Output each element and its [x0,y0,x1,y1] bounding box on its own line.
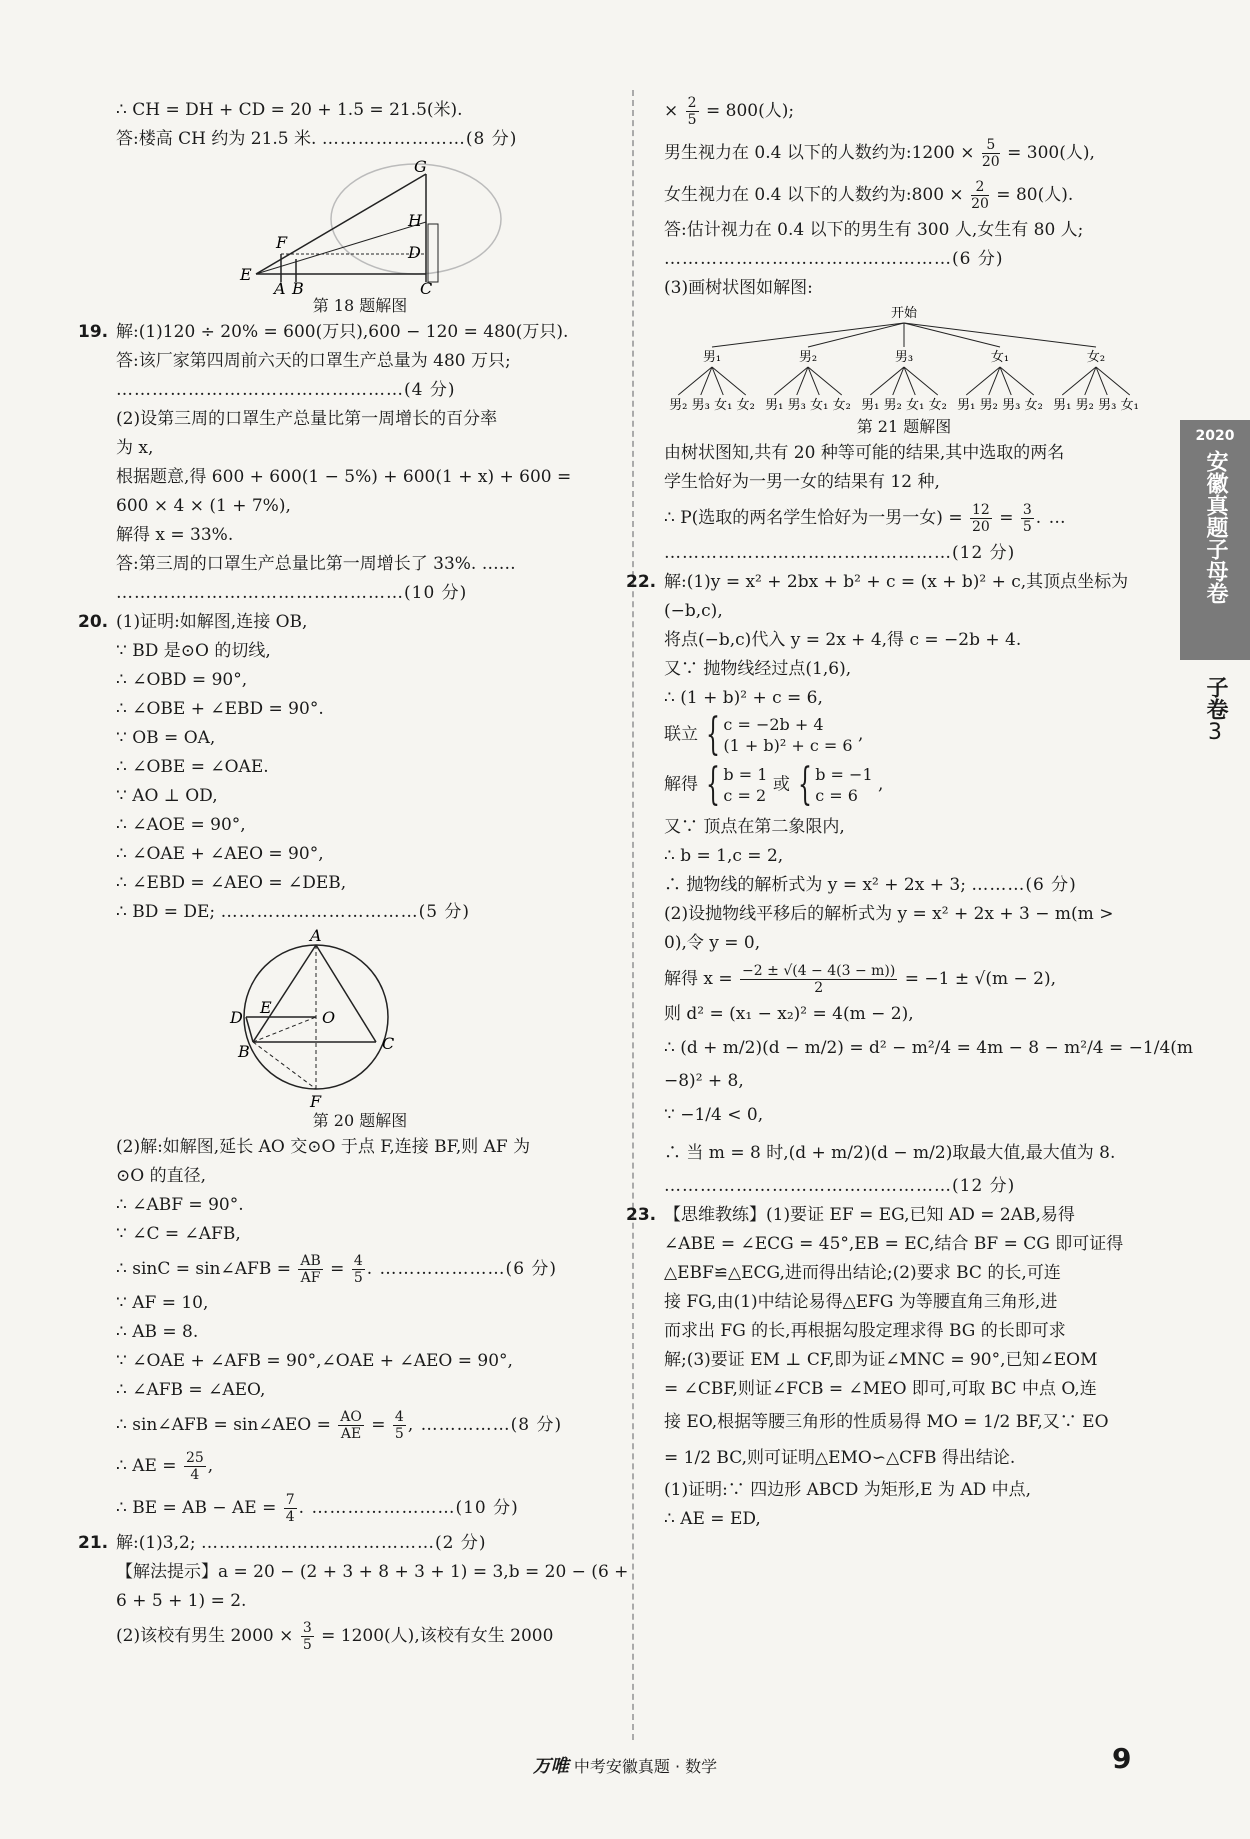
text-line: (1)证明:∵ 四边形 ABCD 为矩形,E 为 AD 中点, [664,1480,1032,1500]
tree-node-level2: 男₁ [861,398,880,413]
text-line: ∴ CH = DH + CD = 20 + 1.5 = 21.5(米). [116,100,463,120]
text-line: ∴ ∠ABF = 90°. [116,1195,244,1215]
fraction: $\frac{3}{5}$ [1022,502,1032,535]
tree-node-level2: 女₂ [736,398,755,413]
label-O: O [322,1008,336,1027]
text-line: 由树状图知,共有 20 种等可能的结果,其中选取的两名 [664,443,1065,463]
figure-20 [116,927,604,1109]
sub-tab [1180,676,1250,746]
tree-node-level2: 男₂ [669,398,688,413]
brand-logo: 万唯 [532,1756,569,1777]
tree-node-level2: 男₃ [1098,398,1117,413]
text-line: ∴ ∠OAE + ∠AEO = 90°, [116,844,324,864]
text-line: ∴ 抛物线的解析式为 y = x² + 2x + 3; ………(6 分) [664,875,1077,895]
fraction: $\frac{7}{4}$ [285,1492,295,1525]
text-line: 联立 { c = −2b + 4 (1 + b)² + c = 6 , [664,709,864,760]
text-line: (2)设抛物线平移后的解析式为 y = x² + 2x + 3 − m(m > [664,904,1114,924]
side-tab-year: 2020 [1195,428,1235,444]
fraction: $\frac{3}{5}$ [302,1620,312,1653]
text-line: 解得 x = 33%. [116,525,234,545]
text-line: ∵ BD 是⊙O 的切线, [116,641,271,661]
tree-node-level2: 女₁ [810,398,829,413]
side-tab-title: 安徽真题子母卷 [1203,450,1228,604]
text-line: (2)该校有男生 2000 × $\frac{3}{5}$ = 1200(人),该校有女生 2000 [116,1620,554,1653]
tree-node-level1: 女₂ [1086,350,1106,365]
text-line: ∵ AO ⊥ OD, [116,786,218,806]
footer-text: 中考安徽真题 · 数学 [573,1757,718,1776]
column-divider [632,90,634,1740]
figure-20-diagram [116,927,604,1109]
right-column [626,95,1194,1534]
tree-branch [1096,367,1130,395]
text-line: 则 d² = (x₁ − x₂)² = 4(m − 2), [664,1004,914,1024]
score-line: …………………………………………(12 分) [664,1176,1016,1196]
label-E: E [240,265,252,284]
question-number: 22. [626,572,657,592]
text-line: 【解法提示】a = 20 − (2 + 3 + 8 + 3 + 1) = 3,b = 20 − (6 + [116,1562,629,1582]
text-line: 答:估计视力在 0.4 以下的男生有 300 人,女生有 80 人; [664,220,1084,240]
text-line: 解:(1)120 ÷ 20% = 600(万只),600 − 120 = 480(万只). [116,322,569,342]
tree-node-level2: 男₃ [1002,398,1021,413]
text-line: (1)证明:如解图,连接 OB, [116,612,308,632]
tree-branch [904,323,1000,347]
page-number: 9 [1112,1742,1132,1775]
question-number: 23. [626,1205,657,1225]
text-line: −8)² + 8, [664,1071,744,1091]
text-line: ∴ BD = DE; ……………………………(5 分) [116,902,471,922]
label-H: H [408,211,422,230]
text-line: (2)设第三周的口罩生产总量比第一周增长的百分率 [116,409,498,429]
label-C: C [420,279,433,294]
question-22 [626,568,1194,1201]
text-line: ∠ABE = ∠ECG = 45°,EB = EC,结合 BF = CG 即可证得 [664,1234,1124,1254]
text-line: (−b,c), [664,601,723,621]
text-line: ∴ 当 m = 8 时,(d + m/2)(d − m/2)取最大值,最大值为 8. [664,1143,1116,1163]
text-line: 男生视力在 0.4 以下的人数约为:1200 × $\frac{5}{20}$ = 300(人), [664,137,1095,170]
tree-node-level2: 男₂ [883,398,902,413]
question-19 [78,318,604,608]
text-line: 解得 x = $\frac{-2 \pm √(4 - 4(3 - m))}{2}$ = −1 ± √(m − 2), [664,963,1056,996]
text-line: 将点(−b,c)代入 y = 2x + 4,得 c = −2b + 4. [664,630,1022,650]
text-line: 0),令 y = 0, [664,933,761,953]
fraction: $\frac{2}{5}$ [687,95,697,128]
tree-node-level2: 女₂ [832,398,851,413]
sub-tab-label: 子卷 [1203,676,1228,720]
text-line: ∵ ∠OAE + ∠AFB = 90°,∠OAE + ∠AEO = 90°, [116,1351,513,1371]
text-line: (2)解:如解图,延长 AO 交⊙O 于点 F,连接 BF,则 AF 为 [116,1137,531,1157]
score-line: …………………………………………(4 分) [116,380,456,400]
label-A: A [274,279,286,294]
tree-branch [1000,367,1034,395]
text-line: = 1/2 BC,则可证明△EMO∽△CFB 得出结论. [664,1448,1016,1468]
text-line: ∴ AB = 8. [116,1322,199,1342]
text-line: × $\frac{2}{5}$ = 800(人); [664,95,795,128]
text-line: ∴ (d + m/2)(d − m/2) = d² − m²/4 = 4m − 8 − m²/4 = −1/4(m [664,1038,1194,1058]
tree-node-level2: 女₂ [928,398,947,413]
tree-branch [808,323,904,347]
text-line: 答:该厂家第四周前六天的口罩生产总量为 480 万只; [116,351,511,371]
text-line: ∴ ∠OBE + ∠EBD = 90°. [116,699,324,719]
label-D: D [230,1008,243,1027]
label-C: C [382,1034,395,1053]
label-F: F [310,1092,322,1109]
text-line: 为 x, [116,438,154,458]
label-D: D [408,243,421,262]
label-F: F [276,233,288,252]
text-line: ∴ P(选取的两名学生恰好为一男一女) = $\frac{12}{20}$ = $\frac{3}{5}$ . … [664,502,1067,535]
text-line: 解;(3)要证 EM ⊥ CF,即为证∠MNC = 90°,已知∠EOM [664,1350,1098,1370]
text-line: ∵ OB = OA, [116,728,216,748]
tree-node-level2: 男₁ [1053,398,1072,413]
tree-node-level2: 女₁ [714,398,733,413]
text-line: 接 FG,由(1)中结论易得△EFG 为等腰直角三角形,进 [664,1292,1058,1312]
text-line: ∴ sinC = sin∠AFB = $\frac{AB}{AF}$ = $\frac{4}{5}$ . …………………(6 分) [116,1253,558,1286]
text-line: ∴ AE = ED, [664,1509,761,1529]
text-line: 又∵ 顶点在第二象限内, [664,817,845,837]
figure-18-diagram [116,154,604,294]
label-G: G [414,157,427,176]
tree-diagram [664,303,1144,415]
text-line: ∴ ∠OBD = 90°, [116,670,248,690]
text-line: ∵ −1/4 < 0, [664,1105,764,1125]
tree-node-level1: 男₃ [894,350,914,365]
fraction: $\frac{AO}{AE}$ [340,1409,362,1442]
fraction: $\frac{2}{20}$ [971,179,989,212]
equation-system: { b = 1 c = 2 [706,759,768,810]
left-column [78,96,629,1656]
text-line: = ∠CBF,则证∠FCB = ∠MEO 即可,可取 BC 中点 O,连 [664,1379,1097,1399]
sub-tab-number: 3 [1208,720,1222,745]
tree-node-level2: 男₁ [957,398,976,413]
fraction: $\frac{4}{5}$ [394,1409,404,1442]
tree-branch [1062,367,1096,395]
equation-system: { b = −1 c = 6 [798,759,873,810]
question-20 [78,608,604,1529]
tree-node-level2: 男₂ [979,398,998,413]
text-line: 根据题意,得 600 + 600(1 − 5%) + 600(1 + x) + 600 = [116,467,572,487]
text-line: ∴ ∠AFB = ∠AEO, [116,1380,266,1400]
text-line: 答:第三周的口罩生产总量比第一周增长了 33%. …… [116,554,516,574]
fraction: $\frac{-2 \pm √(4 - 4(3 - m))}{2}$ [742,963,896,996]
side-tab [1180,420,1250,660]
fraction: $\frac{AB}{AF}$ [300,1253,321,1286]
label-E: E [260,998,272,1017]
tree-root: 开始 [890,306,918,321]
text-line: ∴ ∠AOE = 90°, [116,815,246,835]
tree-branch [712,323,904,347]
tree-branch [774,367,808,395]
label-B: B [238,1042,250,1061]
text-line: 答:楼高 CH 约为 21.5 米. ……………………(8 分) [116,129,518,149]
score-line: …………………………………………(6 分) [664,249,1004,269]
tree-node-level2: 女₂ [1024,398,1043,413]
tree-branch [712,367,746,395]
text-line: ∵ AF = 10, [116,1293,209,1313]
question-number: 21. [78,1533,109,1553]
text-line: ⊙O 的直径, [116,1166,206,1186]
tree-node-level2: 男₃ [787,398,806,413]
text-line: 接 EO,根据等腰三角形的性质易得 MO = 1/2 BF,又∵ EO [664,1412,1109,1432]
text-line: 而求出 FG 的长,再根据勾股定理求得 BG 的长即可求 [664,1321,1066,1341]
tree-branch [904,367,938,395]
figure-caption: 第 18 题解图 [312,296,408,315]
text-line: ∴ BE = AB − AE = $\frac{7}{4}$ . ……………………(10 分) [116,1492,519,1525]
figure-caption: 第 20 题解图 [312,1111,408,1130]
tree-node-level2: 女₁ [906,398,925,413]
text-line: △EBF≌△ECG,进而得出结论;(2)要求 BC 的长,可连 [664,1263,1061,1283]
text-line: ∴ ∠OBE = ∠OAE. [116,757,269,777]
text-line: 解:(1)3,2; [116,1533,201,1553]
fraction: $\frac{25}{4}$ [185,1450,204,1483]
text-line: ∴ sin∠AFB = sin∠AEO = $\frac{AO}{AE}$ = $\frac{4}{5}$ , ……………(8 分) [116,1409,563,1442]
text-line: 600 × 4 × (1 + 7%), [116,496,291,516]
text-line: ∴ b = 1,c = 2, [664,846,784,866]
question-21: 21. 解:(1)3,2; …………………………………(2 分) 【解法提示】a = 20 − (2 + 3 + 8 + 3 + 1) = 3,b = 20 − (6 + 6 + 5 + 1) = 2. (2)该校有男生 2000 × $\frac{3}{5}$ = 1200(人),该校有女生 2000 [116,1529,604,1656]
text-line: 解得 { b = 1 c = 2 或 { b = −1 c = 6 , [664,759,884,810]
text-line: ∴ (1 + b)² + c = 6, [664,688,823,708]
tree-branch [808,367,842,395]
tree-branch [966,367,1000,395]
equation-system: { c = −2b + 4 (1 + b)² + c = 6 [706,709,853,760]
tree-branch [904,323,1096,347]
figure-18 [116,154,604,294]
tree-node-level2: 女₁ [1120,398,1139,413]
tree-node-level1: 男₂ [798,350,818,365]
question-number: 20. [78,612,109,632]
fraction: $\frac{4}{5}$ [353,1253,363,1286]
tree-branch [870,367,904,395]
text-line: 6 + 5 + 1) = 2. [116,1591,247,1611]
text-line: (3)画树状图如解图: [664,278,813,298]
figure-21-tree [664,303,1144,415]
question-23 [626,1201,1144,1534]
score-line: …………………………………………(10 分) [116,583,468,603]
tree-branch [678,367,712,395]
tree-node-level1: 女₁ [990,350,1010,365]
question-number: 19. [78,322,109,342]
score-line: …………………………………………(12 分) [664,543,1016,563]
text-line: 解:(1)y = x² + 2bx + b² + c = (x + b)² + c,其顶点坐标为 [664,572,1129,592]
text-line: 学生恰好为一男一女的结果有 12 种, [664,472,940,492]
figure-caption: 第 21 题解图 [856,417,952,436]
text-line: ∵ ∠C = ∠AFB, [116,1224,241,1244]
text-line: 女生视力在 0.4 以下的人数约为:800 × $\frac{2}{20}$ = 80(人). [664,179,1074,212]
tree-node-level2: 男₂ [1075,398,1094,413]
text-line: ∴ ∠EBD = ∠AEO = ∠DEB, [116,873,347,893]
text-line: 又∵ 抛物线经过点(1,6), [664,659,852,679]
tree-node-level1: 男₁ [702,350,722,365]
page-footer [0,1752,1250,1778]
text-line: ∴ AE = $\frac{25}{4}$ , [116,1450,214,1483]
fraction: $\frac{5}{20}$ [981,137,1000,170]
text-line: 【思维教练】(1)要证 EF = EG,已知 AD = 2AB,易得 [664,1205,1075,1225]
tree-node-level2: 男₁ [765,398,784,413]
fraction: $\frac{12}{20}$ [971,502,990,535]
label-A: A [310,927,322,945]
label-B: B [292,279,304,294]
tree-node-level2: 男₃ [691,398,710,413]
